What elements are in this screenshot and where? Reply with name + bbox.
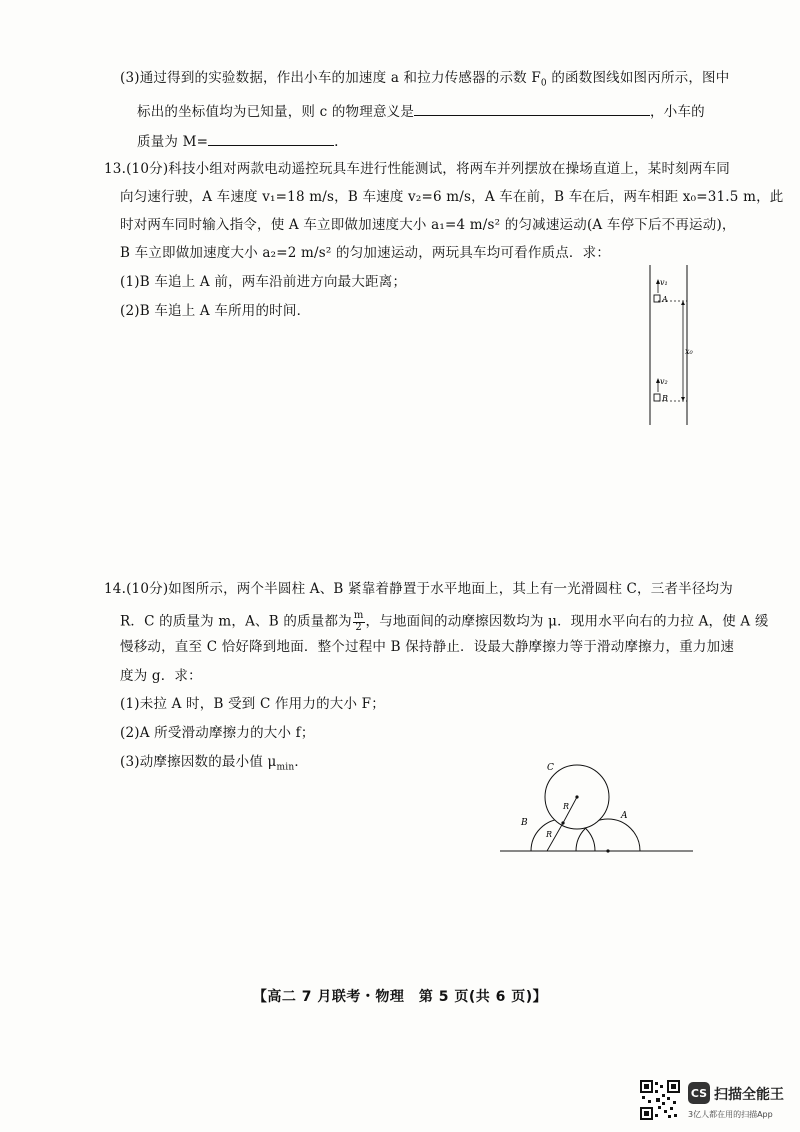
q14-line4: 度为 g．求：	[120, 668, 202, 684]
cs-logo-icon: CS	[688, 1082, 710, 1104]
q13-line1: 13.(10分)科技小组对两款电动遥控玩具车进行性能测试，将两车并列摆放在操场直道上，某时刻两车同	[104, 161, 730, 177]
q13-line4: B 车立即做加速度大小 a₂=2 m/s² 的匀加速运动，两玩具车均可看作质点．求：	[120, 245, 611, 261]
label-radius-lower: R	[546, 830, 553, 839]
qr-code-icon	[640, 1080, 680, 1120]
answer-blank-mass[interactable]	[208, 133, 334, 146]
q13-sub1: (1)B 车追上 A 前，两车沿前进方向最大距离；	[120, 274, 407, 290]
label-b: B	[521, 818, 528, 828]
scanner-brand-tagline: 3亿人都在用的扫描App	[688, 1110, 773, 1119]
q14-figure	[495, 755, 695, 860]
label-c: C	[547, 763, 554, 773]
contact-point-dot	[561, 821, 564, 824]
v1-label: v₁	[660, 278, 668, 287]
car-a-label: A	[662, 295, 668, 304]
mass-fraction: $\frac{m}{2}$	[353, 610, 364, 633]
x0-top-arrow-icon	[681, 301, 685, 305]
label-radius-upper: R	[563, 802, 570, 811]
q13-line3: 时对两车同时输入指令，使 A 车立即做加速度大小 a₁=4 m/s² 的匀减速运动(A 车停下后不再运动)，	[120, 217, 736, 233]
q14-sub1: (1)未拉 A 时，B 受到 C 作用力的大小 F；	[120, 696, 385, 712]
v2-label: v₂	[660, 377, 668, 386]
x0-label: x₀	[685, 347, 693, 356]
q14-sub2: (2)A 所受滑动摩擦力的大小 f；	[120, 725, 315, 741]
answer-blank-c[interactable]	[414, 103, 650, 116]
q14-line1: 14.(10分)如图所示，两个半圆柱 A、B 紧靠着静置于水平地面上，其上有一光滑圆柱 C，三者半径均为	[104, 581, 733, 597]
label-a: A	[621, 811, 628, 821]
q14-sub3: (3)动摩擦因数的最小值 $\mu_{min}$．	[120, 754, 309, 773]
center-c-dot	[575, 795, 578, 798]
car-b-box	[654, 394, 660, 401]
q14-line3: 慢移动，直至 C 恰好降到地面．整个过程中 B 保持静止．设最大静摩擦力等于滑动摩擦力，重力加速	[120, 639, 735, 655]
q14-line2: R．C 的质量为 m，A、B 的质量都为 $\frac{m}{2}$ ，与地面间的动摩擦因数均为 μ．现用水平向右的力拉 A，使 A 缓	[120, 610, 769, 633]
car-b-label: B	[662, 394, 668, 403]
q12-part3-line2: 标出的坐标值均为已知量，则 c 的物理意义是 ，小车的	[137, 104, 705, 120]
scanner-brand-name: 扫描全能王	[714, 1087, 784, 1103]
q13-sub2: (2)B 车追上 A 车所用的时间．	[120, 303, 311, 319]
q12-part3-line3: 质量为 M= .	[137, 134, 339, 150]
center-a-dot	[606, 849, 609, 852]
q13-line2: 向匀速行驶，A 车速度 v₁=18 m/s，B 车速度 v₂=6 m/s，A 车在前，B 车在后，两车相距 x₀=31.5 m，此	[120, 189, 784, 205]
q13-figure	[640, 265, 700, 430]
x0-bottom-arrow-icon	[681, 397, 685, 401]
page-footer: 【高二 7 月联考・物理 第 5 页(共 6 页)】	[252, 989, 548, 1005]
q12-part3-line1: (3)通过得到的实验数据，作出小车的加速度 a 和拉力传感器的示数 $F_0$ 的函数图线如图丙所示，图中	[120, 70, 730, 89]
